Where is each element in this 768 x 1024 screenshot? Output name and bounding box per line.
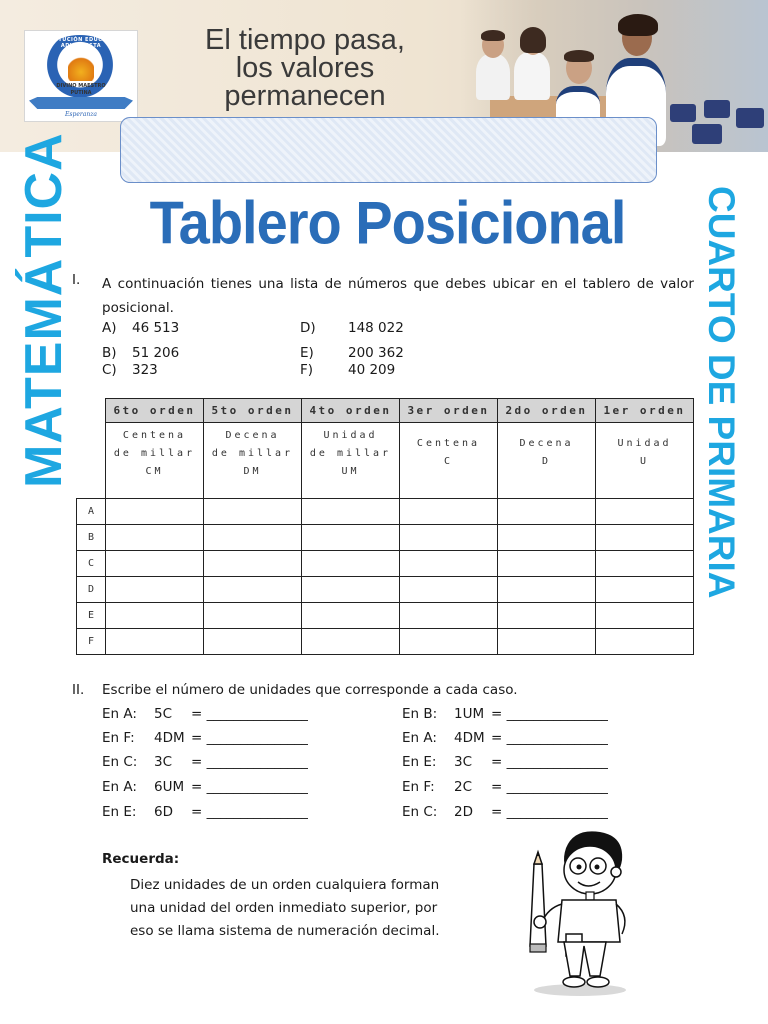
- place-header-line: Centena: [122, 430, 187, 441]
- answer-cell[interactable]: [204, 577, 302, 603]
- remember-title: Recuerda:: [102, 851, 180, 867]
- option-value: 40 209: [348, 362, 396, 378]
- exercise-item[interactable]: [102, 730, 308, 746]
- exercise-order: 1UM: [454, 706, 485, 722]
- answer-cell[interactable]: [204, 525, 302, 551]
- place-header-d: [498, 423, 596, 499]
- section-1-instruction: A continuación tienes una lista de números que debes ubicar en el tablero de valor posicional.: [102, 276, 694, 316]
- logo-arc-text: INSTITUCIÓN EDUCATIVA ADVENTISTA: [40, 37, 122, 49]
- place-header-line: Decena: [225, 430, 280, 441]
- remember-text: [130, 874, 460, 943]
- place-header-um: [302, 423, 400, 499]
- slogan-line-2: los valores: [235, 52, 375, 84]
- order-header: 2do orden: [498, 399, 596, 423]
- answer-cell[interactable]: [106, 551, 204, 577]
- logo-name-line2: PUTINA: [70, 90, 92, 96]
- student-hair: [520, 27, 546, 53]
- torch-icon: [68, 51, 94, 81]
- ear: [611, 867, 621, 877]
- place-header-abbr: U: [639, 456, 650, 467]
- table-row: [77, 629, 694, 655]
- option-b: [102, 345, 179, 361]
- answer-cell[interactable]: [596, 551, 694, 577]
- table-row: [77, 577, 694, 603]
- exercise-prefix: En B:: [402, 706, 438, 722]
- place-header-abbr: D: [541, 456, 552, 467]
- boy-with-pencil-illustration: [512, 826, 642, 998]
- answer-cell[interactable]: [498, 499, 596, 525]
- exercise-order: 2C: [454, 779, 473, 795]
- place-value-table: [76, 398, 694, 655]
- subject-label: MATEMÁTICA: [15, 132, 73, 488]
- order-header: 3er orden: [400, 399, 498, 423]
- student-hair: [564, 50, 594, 62]
- place-header-dm: [204, 423, 302, 499]
- option-value: 323: [132, 362, 158, 378]
- chair: [736, 108, 764, 128]
- answer-cell[interactable]: [400, 577, 498, 603]
- exercise-item[interactable]: [402, 804, 608, 820]
- answer-cell[interactable]: [498, 629, 596, 655]
- place-header-abbr: DM: [243, 466, 262, 477]
- pencil-icon: [530, 864, 546, 946]
- eye-right: [595, 865, 600, 870]
- table-row: [77, 551, 694, 577]
- option-label: D): [300, 320, 316, 336]
- exercise-blank[interactable]: = _______________: [491, 779, 608, 795]
- answer-cell[interactable]: [498, 603, 596, 629]
- exercise-blank[interactable]: = _______________: [191, 706, 308, 722]
- boy-pants: [564, 942, 606, 976]
- option-label: C): [102, 362, 117, 378]
- answer-cell[interactable]: [302, 499, 400, 525]
- place-header-line: de millar: [211, 448, 294, 459]
- table-row: [77, 525, 694, 551]
- place-header-line: Unidad: [323, 430, 378, 441]
- exercise-order: 3C: [154, 754, 173, 770]
- exercise-blank[interactable]: = _______________: [191, 779, 308, 795]
- option-d: [300, 320, 404, 336]
- place-header-line: Unidad: [617, 438, 672, 449]
- row-label: A: [77, 499, 106, 525]
- eye-left: [577, 865, 582, 870]
- option-value: 51 206: [132, 345, 180, 361]
- exercise-blank[interactable]: = _______________: [191, 730, 308, 746]
- answer-cell[interactable]: [498, 577, 596, 603]
- exercise-item[interactable]: [402, 706, 608, 722]
- place-header-cm: [106, 423, 204, 499]
- section-2-instruction: Escribe el número de unidades que corresponde a cada caso.: [102, 682, 518, 698]
- place-header-abbr: C: [443, 456, 454, 467]
- neck: [586, 892, 594, 900]
- student-figure: [476, 54, 510, 100]
- option-a: [102, 320, 179, 336]
- table-row: [77, 499, 694, 525]
- answer-cell[interactable]: [204, 603, 302, 629]
- row-label: D: [77, 577, 106, 603]
- option-f: [300, 362, 395, 378]
- answer-cell[interactable]: [302, 551, 400, 577]
- pencil-eraser: [530, 944, 546, 952]
- option-value: 200 362: [348, 345, 404, 361]
- remember-line: una unidad del orden inmediato superior, por: [130, 900, 438, 916]
- exercise-prefix: En F:: [402, 779, 435, 795]
- exercise-prefix: En F:: [102, 730, 135, 746]
- remember-line: Diez unidades de un orden cualquiera forman: [130, 877, 440, 893]
- answer-cell[interactable]: [204, 629, 302, 655]
- place-header-row: [77, 423, 694, 499]
- table-row: [77, 603, 694, 629]
- exercise-blank[interactable]: = _______________: [191, 754, 308, 770]
- exercise-prefix: En C:: [402, 804, 438, 820]
- shoe-right: [587, 977, 609, 987]
- exercise-order: 6D: [154, 804, 173, 820]
- answer-cell[interactable]: [596, 629, 694, 655]
- chair: [670, 104, 696, 122]
- option-label: A): [102, 320, 117, 336]
- boy-hand: [534, 916, 546, 928]
- exercise-item[interactable]: [402, 754, 608, 770]
- page-title: Tablero Posicional: [149, 188, 626, 257]
- place-header-line: de millar: [309, 448, 392, 459]
- answer-cell[interactable]: [400, 525, 498, 551]
- order-header: 5to orden: [204, 399, 302, 423]
- answer-cell[interactable]: [400, 629, 498, 655]
- option-label: F): [300, 362, 314, 378]
- slogan: [180, 26, 430, 110]
- exercise-order: 4DM: [154, 730, 185, 746]
- order-header-row: [77, 399, 694, 423]
- exercise-item[interactable]: [102, 804, 308, 820]
- school-logo: [24, 30, 138, 122]
- answer-cell[interactable]: [596, 577, 694, 603]
- section-1-number: I.: [72, 272, 81, 288]
- answer-cell[interactable]: [302, 577, 400, 603]
- place-header-line: Centena: [416, 438, 481, 449]
- option-value: 46 513: [132, 320, 180, 336]
- place-header-c: [400, 423, 498, 499]
- table-corner: [77, 399, 106, 423]
- answer-cell[interactable]: [106, 499, 204, 525]
- order-header: 1er orden: [596, 399, 694, 423]
- chair: [692, 124, 722, 144]
- row-label: E: [77, 603, 106, 629]
- exercise-prefix: En A:: [402, 730, 437, 746]
- exercise-blank[interactable]: = _______________: [191, 804, 308, 820]
- chair: [704, 100, 730, 118]
- logo-name-line1: DIVINO MAESTRO: [56, 83, 106, 89]
- answer-cell[interactable]: [106, 577, 204, 603]
- row-label: F: [77, 629, 106, 655]
- answer-cell[interactable]: [498, 551, 596, 577]
- shoe-left: [563, 977, 585, 987]
- option-value: 148 022: [348, 320, 404, 336]
- slogan-line-1: El tiempo pasa,: [205, 24, 405, 56]
- answer-cell[interactable]: [106, 525, 204, 551]
- order-header: 4to orden: [302, 399, 400, 423]
- exercise-blank[interactable]: = _______________: [491, 730, 608, 746]
- exercise-prefix: En C:: [102, 754, 138, 770]
- row-label: C: [77, 551, 106, 577]
- table-corner: [77, 423, 106, 499]
- answer-cell[interactable]: [400, 551, 498, 577]
- order-header: 6to orden: [106, 399, 204, 423]
- answer-cell[interactable]: [596, 603, 694, 629]
- exercise-prefix: En E:: [402, 754, 437, 770]
- place-header-abbr: UM: [341, 466, 360, 477]
- answer-cell[interactable]: [400, 603, 498, 629]
- exercise-item[interactable]: [402, 779, 608, 795]
- answer-cell[interactable]: [204, 499, 302, 525]
- exercise-order: 5C: [154, 706, 173, 722]
- section-2-number: II.: [72, 682, 85, 698]
- student-hair: [481, 30, 505, 41]
- exercise-blank[interactable]: = _______________: [491, 754, 608, 770]
- slogan-line-3: permanecen: [224, 80, 386, 112]
- exercise-prefix: En E:: [102, 804, 137, 820]
- place-header-u: [596, 423, 694, 499]
- answer-cell[interactable]: [204, 551, 302, 577]
- exercise-order: 6UM: [154, 779, 185, 795]
- answer-cell[interactable]: [302, 603, 400, 629]
- answer-cell[interactable]: [106, 603, 204, 629]
- answer-cell[interactable]: [596, 499, 694, 525]
- answer-cell[interactable]: [400, 499, 498, 525]
- answer-cell[interactable]: [302, 629, 400, 655]
- remember-line: eso se llama sistema de numeración decimal.: [130, 923, 440, 939]
- exercise-item[interactable]: [102, 779, 308, 795]
- exercise-item[interactable]: [402, 730, 608, 746]
- option-e: [300, 345, 404, 361]
- answer-cell[interactable]: [596, 525, 694, 551]
- answer-cell[interactable]: [302, 525, 400, 551]
- exercise-order: 2D: [454, 804, 473, 820]
- place-header-abbr: CM: [145, 466, 164, 477]
- option-c: [102, 362, 158, 378]
- exercise-prefix: En A:: [102, 779, 137, 795]
- exercise-prefix: En A:: [102, 706, 137, 722]
- exercise-blank[interactable]: = _______________: [491, 804, 608, 820]
- row-label: B: [77, 525, 106, 551]
- logo-ribbon: [29, 97, 133, 109]
- place-header-line: Decena: [519, 438, 574, 449]
- student-name-box[interactable]: [120, 117, 657, 183]
- option-label: B): [102, 345, 117, 361]
- student-hair: [618, 14, 658, 36]
- student-figure: [514, 52, 550, 100]
- exercise-order: 3C: [454, 754, 473, 770]
- logo-motto: Esperanza: [65, 111, 97, 118]
- answer-cell[interactable]: [106, 629, 204, 655]
- option-label: E): [300, 345, 314, 361]
- grade-label: CUARTO DE PRIMARIA: [701, 186, 742, 599]
- exercise-item[interactable]: [102, 706, 308, 722]
- exercise-blank[interactable]: = _______________: [491, 706, 608, 722]
- exercise-order: 4DM: [454, 730, 485, 746]
- place-header-line: de millar: [113, 448, 196, 459]
- answer-cell[interactable]: [498, 525, 596, 551]
- exercise-item[interactable]: [102, 754, 308, 770]
